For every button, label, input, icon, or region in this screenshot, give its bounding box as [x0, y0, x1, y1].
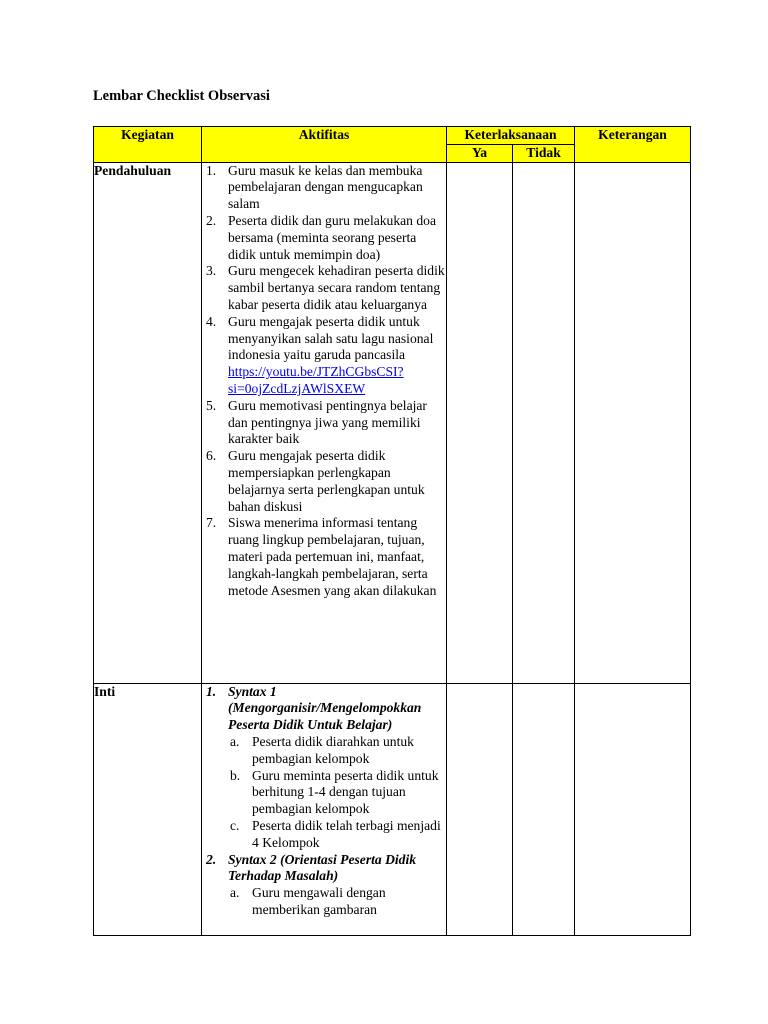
header-ya: Ya: [447, 144, 513, 162]
table-row-pendahuluan: [94, 162, 691, 683]
list-item: 2. Peserta didik dan guru melakukan doa bersama (meminta seorang peserta didik untuk memimpin doa): [206, 212, 437, 262]
observation-checklist-table: [93, 126, 691, 936]
aktifitas-inti: [202, 683, 447, 935]
tidak-cell-inti[interactable]: [513, 683, 575, 935]
syntax-1-title: Syntax 1 (Mengorganisir/Mengelompokkan Peserta Didik Untuk Belajar): [228, 683, 422, 733]
pendahuluan-list: [202, 163, 446, 600]
list-item: 6. Guru mengajak peserta didik mempersiapkan perlengkapan belajarnya serta perlengkapan untuk bahan diskusi: [206, 448, 425, 514]
syntax-2-title: Syntax 2 (Orientasi Peserta Didik Terhadap Masalah): [228, 851, 417, 884]
list-item: 7. Siswa menerima informasi tentang ruang lingkup pembelajaran, tujuan, materi pada pertemuan ini, manfaat, langkah-langkah pembelajaran, serta metode Asesmen yang akan dilakukan: [206, 515, 437, 598]
table-row-inti: [94, 683, 691, 935]
aktifitas-pendahuluan: [202, 162, 447, 683]
list-item: a. Guru mengawali dengan memberikan gambaran: [230, 885, 386, 917]
keterangan-cell-pendahuluan[interactable]: [575, 162, 691, 683]
ya-cell-inti[interactable]: [447, 683, 513, 935]
ya-cell-pendahuluan[interactable]: [447, 162, 513, 683]
header-keterlaksanaan: Keterlaksanaan: [447, 127, 575, 145]
header-kegiatan: Kegiatan: [94, 127, 202, 163]
syntax-1-items: [228, 734, 446, 852]
list-item: a. Peserta didik diarahkan untuk pembagian kelompok: [230, 733, 414, 766]
syntax-2: 2. Syntax 2 (Orientasi Peserta Didik Terhadap Masalah) a. Guru mengawali dengan memberikan gambaran: [202, 852, 446, 919]
syntax-2-items: [228, 885, 446, 919]
document-title: Lembar Checklist Observasi: [93, 88, 270, 104]
kegiatan-pendahuluan: Pendahuluan: [94, 162, 202, 683]
list-item: 4. Guru mengajak peserta didik untuk menyanyikan salah satu lagu nasional indonesia yaitu garuda pancasila https://youtu.be/JTZhCGbsCSI?si=0ojZcdLzjAWlSXEW: [206, 313, 434, 396]
inti-syntax-list: [202, 684, 446, 919]
keterangan-cell-inti[interactable]: [575, 683, 691, 935]
header-tidak: Tidak: [513, 144, 575, 162]
list-item: b. Guru meminta peserta didik untuk berhitung 1-4 dengan tujuan pembagian kelompok: [230, 767, 439, 817]
youtube-link[interactable]: https://youtu.be/JTZhCGbsCSI?si=0ojZcdLzjAWlSXEW: [228, 364, 404, 396]
list-item: 5. Guru memotivasi pentingnya belajar dan pentingnya jiwa yang memiliki karakter baik: [206, 397, 427, 447]
header-keterangan: Keterangan: [575, 127, 691, 163]
tidak-cell-pendahuluan[interactable]: [513, 162, 575, 683]
list-item: c. Peserta didik telah terbagi menjadi 4 Kelompok: [230, 817, 441, 850]
kegiatan-inti: Inti: [94, 683, 202, 935]
list-item: 3. Guru mengecek kehadiran peserta didik sambil bertanya secara random tentang kabar peserta didik atau keluarganya: [206, 263, 445, 312]
syntax-1: 1. Syntax 1 (Mengorganisir/Mengelompokkan Peserta Didik Untuk Belajar) a. Peserta didik diarahkan untuk pembagian kelompok b. Guru meminta peserta didik untuk berhitung 1-4 dengan tujuan pembagian kelompok c. Peserta didik telah terbagi menjadi 4 Kelompok: [202, 684, 446, 852]
header-aktifitas: Aktifitas: [202, 127, 447, 163]
list-item: 1. Guru masuk ke kelas dan membuka pembelajaran dengan mengucapkan salam: [206, 162, 423, 212]
